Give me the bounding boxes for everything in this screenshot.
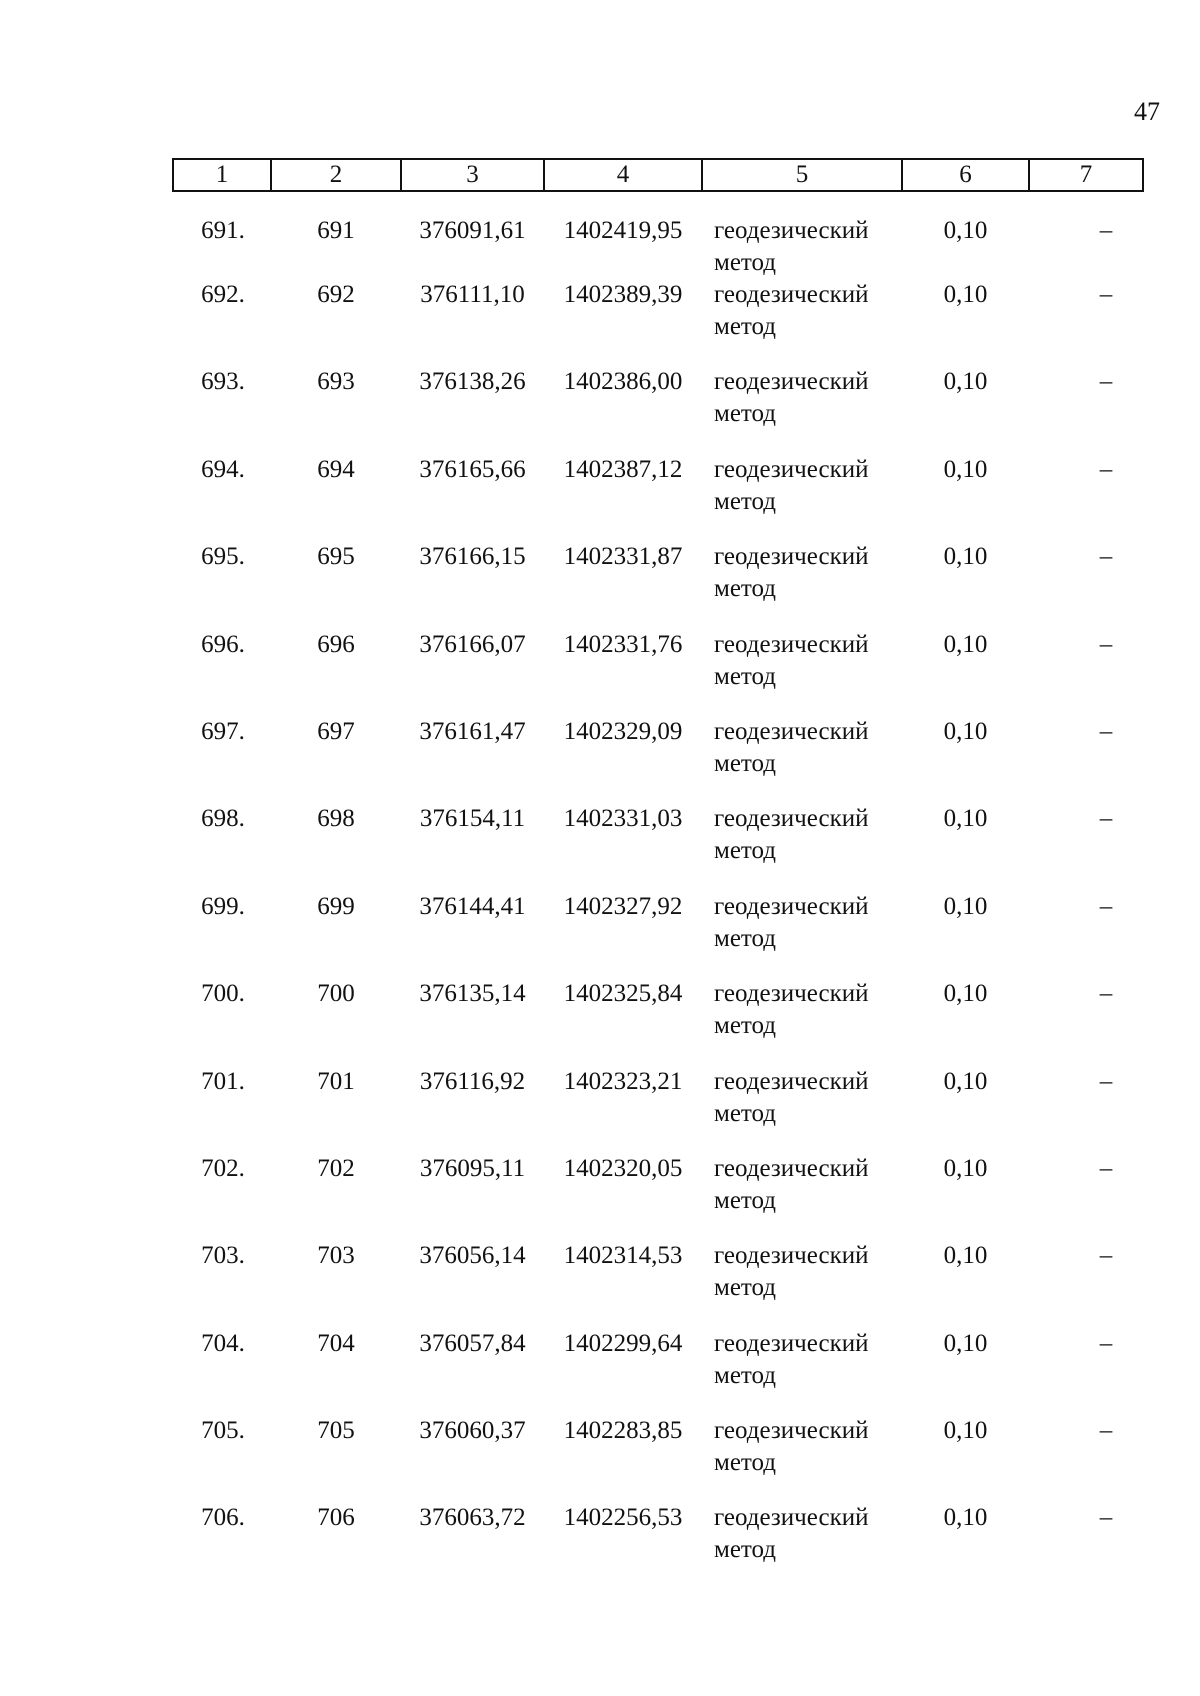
y-coordinate: 1402419,95 bbox=[563, 217, 683, 244]
method-text: геодезический метод bbox=[714, 455, 869, 515]
header-cell-2: 2 bbox=[271, 159, 401, 191]
point-id: 691 bbox=[317, 217, 355, 244]
method-text: геодезический метод bbox=[714, 1242, 869, 1302]
note-dash: – bbox=[1099, 980, 1113, 1008]
x-coordinate: 376154,11 bbox=[419, 805, 526, 833]
note-dash: – bbox=[1099, 892, 1113, 920]
method-text: геодезический метод bbox=[714, 1154, 869, 1214]
header-cell-3: 3 bbox=[401, 159, 544, 191]
accuracy-value: 0,10 bbox=[943, 455, 988, 483]
row-number: 703. bbox=[201, 1242, 245, 1270]
accuracy-value: 0,10 bbox=[943, 281, 988, 308]
table-row bbox=[173, 1066, 1143, 1153]
x-coordinate: 376060,37 bbox=[419, 1417, 526, 1445]
point-id: 698 bbox=[317, 805, 355, 833]
y-coordinate: 1402387,12 bbox=[563, 455, 683, 483]
note-dash: – bbox=[1099, 1504, 1113, 1532]
accuracy-value: 0,10 bbox=[943, 543, 988, 571]
y-coordinate: 1402256,53 bbox=[563, 1504, 683, 1532]
x-coordinate: 376144,41 bbox=[419, 892, 526, 920]
y-coordinate: 1402331,03 bbox=[563, 805, 683, 833]
row-number: 697. bbox=[201, 717, 245, 745]
row-number: 691. bbox=[201, 217, 245, 244]
method-text: геодезический метод bbox=[714, 1329, 869, 1389]
note-dash: – bbox=[1099, 217, 1113, 244]
x-coordinate: 376063,72 bbox=[419, 1504, 526, 1532]
x-coordinate: 376166,15 bbox=[419, 543, 526, 571]
page-number: 47 bbox=[1134, 97, 1160, 126]
method-text: геодезический метод bbox=[714, 630, 869, 690]
method-text: геодезический метод bbox=[714, 892, 869, 952]
method-text: геодезический метод bbox=[714, 281, 869, 340]
point-id: 701 bbox=[317, 1067, 355, 1095]
table-row bbox=[173, 279, 1143, 366]
accuracy-value: 0,10 bbox=[943, 717, 988, 745]
point-id: 696 bbox=[317, 630, 355, 658]
point-id: 705 bbox=[317, 1417, 355, 1445]
accuracy-value: 0,10 bbox=[943, 980, 988, 1008]
method-text: геодезический метод bbox=[714, 1417, 869, 1477]
row-number: 695. bbox=[201, 543, 245, 571]
accuracy-value: 0,10 bbox=[943, 1067, 988, 1095]
y-coordinate: 1402320,05 bbox=[563, 1154, 683, 1182]
y-coordinate: 1402314,53 bbox=[563, 1242, 683, 1270]
note-dash: – bbox=[1099, 1067, 1113, 1095]
table-row bbox=[173, 1415, 1143, 1502]
x-coordinate: 376135,14 bbox=[419, 980, 526, 1008]
row-number: 705. bbox=[201, 1417, 245, 1445]
table-row bbox=[173, 1502, 1143, 1589]
accuracy-value: 0,10 bbox=[943, 217, 988, 244]
row-number: 704. bbox=[201, 1329, 245, 1357]
header-cell-5: 5 bbox=[702, 159, 902, 191]
row-number: 696. bbox=[201, 630, 245, 658]
x-coordinate: 376057,84 bbox=[419, 1329, 526, 1357]
row-number: 699. bbox=[201, 892, 245, 920]
accuracy-value: 0,10 bbox=[943, 1242, 988, 1270]
point-id: 699 bbox=[317, 892, 355, 920]
table-row bbox=[173, 1153, 1143, 1240]
note-dash: – bbox=[1099, 630, 1113, 658]
x-coordinate: 376091,61 bbox=[419, 217, 526, 244]
method-text: геодезический метод bbox=[714, 217, 869, 276]
method-text: геодезический метод bbox=[714, 980, 869, 1040]
note-dash: – bbox=[1099, 1154, 1113, 1182]
note-dash: – bbox=[1099, 805, 1113, 833]
row-number: 700. bbox=[201, 980, 245, 1008]
row-number: 701. bbox=[201, 1067, 245, 1095]
note-dash: – bbox=[1099, 717, 1113, 745]
row-number: 702. bbox=[201, 1154, 245, 1182]
note-dash: – bbox=[1099, 1329, 1113, 1357]
table-row bbox=[173, 1240, 1143, 1327]
coordinates-table bbox=[172, 158, 1144, 1590]
x-coordinate: 376165,66 bbox=[419, 455, 526, 483]
point-id: 694 bbox=[317, 455, 355, 483]
note-dash: – bbox=[1099, 455, 1113, 483]
accuracy-value: 0,10 bbox=[943, 892, 988, 920]
method-text: геодезический метод bbox=[714, 368, 869, 428]
table-row bbox=[173, 541, 1143, 628]
method-text: геодезический метод bbox=[714, 1504, 869, 1564]
method-text: геодезический метод bbox=[714, 717, 869, 777]
y-coordinate: 1402331,87 bbox=[563, 543, 683, 571]
y-coordinate: 1402329,09 bbox=[563, 717, 683, 745]
y-coordinate: 1402323,21 bbox=[563, 1067, 683, 1095]
table-row bbox=[173, 891, 1143, 978]
x-coordinate: 376166,07 bbox=[419, 630, 526, 658]
method-text: геодезический метод bbox=[714, 1067, 869, 1127]
x-coordinate: 376111,10 bbox=[420, 281, 525, 308]
header-cell-7: 7 bbox=[1029, 159, 1143, 191]
table-row bbox=[173, 978, 1143, 1065]
note-dash: – bbox=[1099, 543, 1113, 571]
point-id: 692 bbox=[317, 281, 355, 308]
note-dash: – bbox=[1099, 281, 1113, 308]
point-id: 697 bbox=[317, 717, 355, 745]
point-id: 693 bbox=[317, 368, 355, 396]
header-cell-4: 4 bbox=[544, 159, 702, 191]
table-body bbox=[173, 191, 1143, 1590]
row-number: 694. bbox=[201, 455, 245, 483]
table-row bbox=[173, 716, 1143, 803]
point-id: 703 bbox=[317, 1242, 355, 1270]
x-coordinate: 376095,11 bbox=[419, 1154, 526, 1182]
y-coordinate: 1402331,76 bbox=[563, 630, 683, 658]
y-coordinate: 1402325,84 bbox=[563, 980, 683, 1008]
point-id: 702 bbox=[317, 1154, 355, 1182]
method-text: геодезический метод bbox=[714, 805, 869, 865]
y-coordinate: 1402299,64 bbox=[563, 1329, 683, 1357]
header-row bbox=[173, 159, 1143, 191]
y-coordinate: 1402386,00 bbox=[563, 368, 683, 396]
accuracy-value: 0,10 bbox=[943, 630, 988, 658]
x-coordinate: 376056,14 bbox=[419, 1242, 526, 1270]
point-id: 695 bbox=[317, 543, 355, 571]
header-cell-1: 1 bbox=[173, 159, 271, 191]
y-coordinate: 1402327,92 bbox=[563, 892, 683, 920]
table-row bbox=[173, 191, 1143, 279]
point-id: 704 bbox=[317, 1329, 355, 1357]
accuracy-value: 0,10 bbox=[943, 1329, 988, 1357]
y-coordinate: 1402389,39 bbox=[563, 281, 683, 308]
point-id: 706 bbox=[317, 1504, 355, 1532]
x-coordinate: 376116,92 bbox=[419, 1067, 526, 1095]
accuracy-value: 0,10 bbox=[943, 805, 988, 833]
accuracy-value: 0,10 bbox=[943, 368, 988, 396]
accuracy-value: 0,10 bbox=[943, 1154, 988, 1182]
table-row bbox=[173, 366, 1143, 453]
row-number: 693. bbox=[201, 368, 245, 396]
table-row bbox=[173, 454, 1143, 541]
row-number: 692. bbox=[201, 281, 245, 308]
row-number: 698. bbox=[201, 805, 245, 833]
table-header bbox=[173, 159, 1143, 191]
row-number: 706. bbox=[201, 1504, 245, 1532]
table-row bbox=[173, 1328, 1143, 1415]
accuracy-value: 0,10 bbox=[943, 1504, 988, 1532]
x-coordinate: 376138,26 bbox=[419, 368, 526, 396]
point-id: 700 bbox=[317, 980, 355, 1008]
header-cell-6: 6 bbox=[902, 159, 1029, 191]
table-row bbox=[173, 629, 1143, 716]
note-dash: – bbox=[1099, 1242, 1113, 1270]
method-text: геодезический метод bbox=[714, 543, 869, 603]
note-dash: – bbox=[1099, 1417, 1113, 1445]
x-coordinate: 376161,47 bbox=[419, 717, 526, 745]
accuracy-value: 0,10 bbox=[943, 1417, 988, 1445]
y-coordinate: 1402283,85 bbox=[563, 1417, 683, 1445]
table-row bbox=[173, 803, 1143, 890]
note-dash: – bbox=[1099, 368, 1113, 396]
